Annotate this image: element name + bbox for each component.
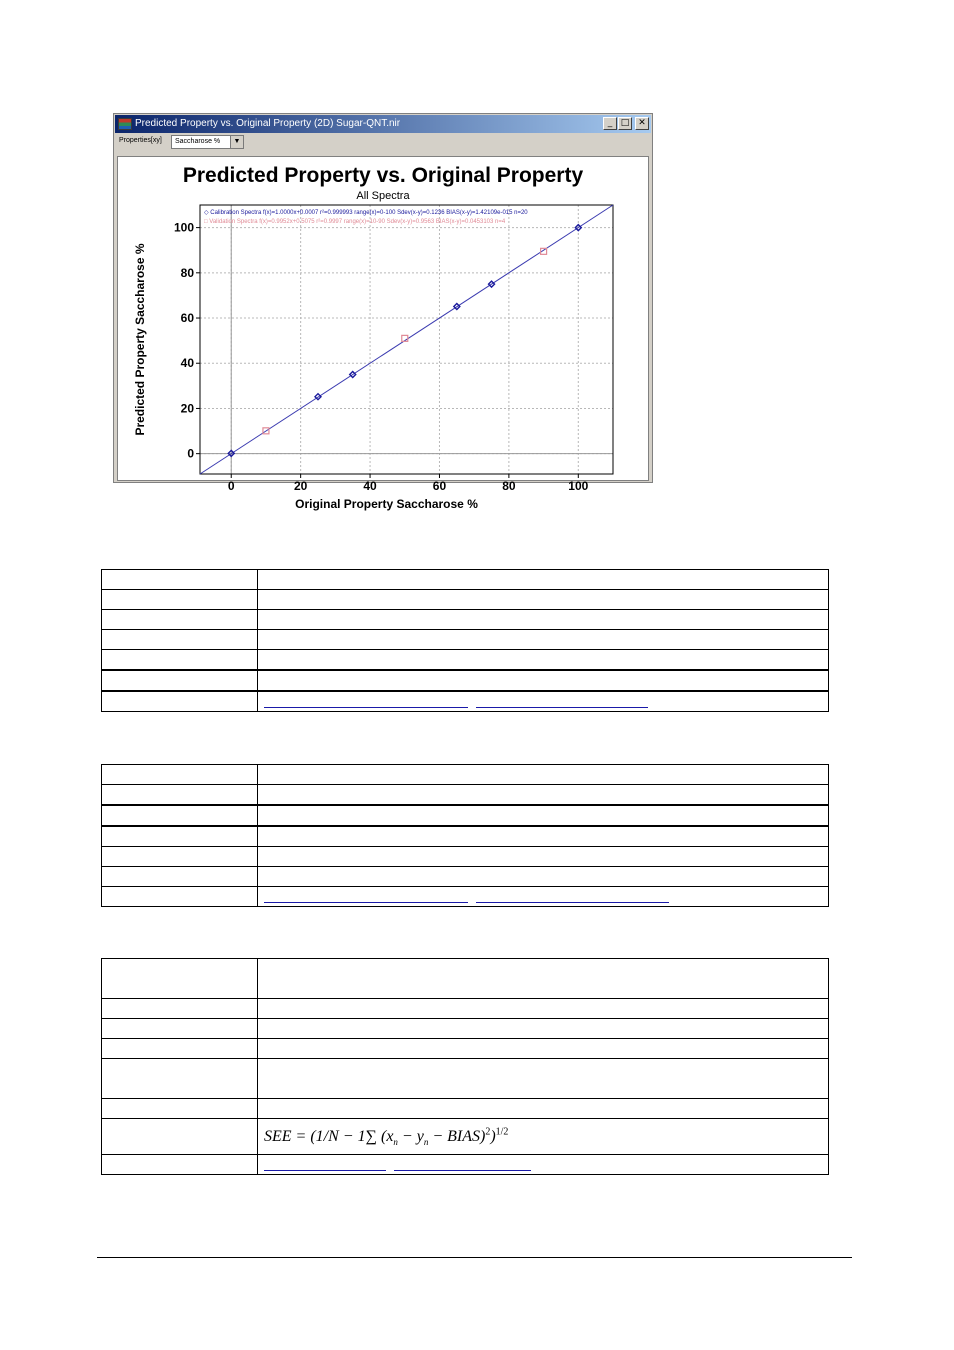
link[interactable] [394,1160,531,1171]
link[interactable] [264,697,468,708]
table-cell [102,765,258,785]
table-cell [102,670,258,691]
chevron-down-icon[interactable]: ▼ [230,136,243,148]
close-button[interactable]: ✕ [635,117,649,130]
formula-cell [258,1119,829,1155]
links-cell [258,691,829,712]
table-row [102,590,829,610]
table-cell [258,1019,829,1039]
y-tick-label: 20 [180,401,194,416]
table-cell [258,867,829,887]
table-cell [102,826,258,847]
link[interactable] [476,892,669,903]
table-cell [102,1119,258,1155]
link[interactable] [264,892,468,903]
table-row [102,867,829,887]
chart-title: Predicted Property vs. Original Property [182,164,584,187]
table-row [102,1039,829,1059]
y-tick-label: 0 [187,446,194,461]
window-title: Predicted Property vs. Original Property (2D) Sugar-QNT.nir [135,118,401,129]
scatter-chart[interactable] [118,157,648,511]
legend-entry: ◇ Calibration Spectra f(x)=1.0000x+0.0007 r²=0.999993 range(x)=0-100 Sdev(x-y)=0.1236 BIAS(x-y)=1.42109e-015 n=20 [204,210,528,216]
table-cell [102,847,258,867]
table-cell [102,1059,258,1099]
y-axis-label: Predicted Property Saccharose % [133,243,147,436]
see-formula [264,1128,508,1145]
table-cell [102,1039,258,1059]
x-tick-label: 0 [227,479,235,493]
table-row [102,826,829,847]
table-cell [258,847,829,867]
table-cell [258,1099,829,1119]
table-cell [102,570,258,590]
y-tick-label: 100 [173,220,194,235]
table-cell [258,650,829,671]
y-tick-label: 80 [180,265,194,280]
table-row [102,570,829,590]
app-icon [118,118,132,130]
footer-rule [97,1257,852,1258]
x-tick-label: 100 [568,479,589,493]
table-cell [102,1019,258,1039]
spec-table-1 [101,569,829,712]
toolbar [115,134,651,152]
table-cell [102,1155,258,1175]
spec-table-2 [101,764,829,907]
table-cell [258,570,829,590]
table-row [102,650,829,671]
table-cell [102,630,258,650]
table-cell [102,959,258,999]
table-row [102,999,829,1019]
table-cell [102,867,258,887]
x-tick-label: 20 [293,479,308,493]
table-row [102,1119,829,1155]
table-row [102,805,829,826]
properties-label: Properties[xy] [119,137,162,144]
formula-sup: 1/2 [495,1126,509,1138]
table-row [102,1155,829,1175]
legend-entry: □ Validation Spectra f(x)=0.9952x+0.5075 r²=0.9997 range(x)=10-90 Sdev(x-y)=0.9563 BIAS(x-y)=0.0453103 n=4 [204,219,506,225]
table-cell [258,1059,829,1099]
formula-lhs: SEE [264,1127,292,1145]
table-row [102,1059,829,1099]
table-cell [258,610,829,630]
property-select-value: Saccharose % [175,138,221,145]
table-cell [258,765,829,785]
y-tick-label: 60 [180,311,194,326]
y-tick-label: 40 [180,356,194,371]
table-cell [102,590,258,610]
formula-sup: 2 [485,1126,491,1138]
minimize-button[interactable]: _ [603,117,617,130]
table-cell [258,785,829,806]
table-cell [102,999,258,1019]
x-tick-label: 60 [432,479,447,493]
property-select[interactable] [171,135,244,149]
x-axis-label: Original Property Saccharose % [295,497,478,511]
table-row [102,887,829,907]
x-tick-label: 80 [502,479,516,493]
table-row [102,785,829,806]
formula-sub: n [393,1136,398,1147]
formula-body: = (1/N − 1∑ (x [295,1127,394,1145]
table-row [102,670,829,691]
table-cell [258,826,829,847]
formula-sub: n [423,1136,429,1147]
table-cell [258,999,829,1019]
title-bar[interactable] [115,115,651,133]
table-row [102,691,829,712]
table-cell [102,691,258,712]
table-row [102,765,829,785]
chart-subtitle: All Spectra [356,190,410,202]
table-cell [102,650,258,671]
table-row [102,959,829,999]
table-cell [258,1039,829,1059]
formula-mid: − y [397,1127,424,1145]
links-cell [258,887,829,907]
table-cell [258,959,829,999]
table-cell [102,785,258,806]
app-window [113,113,653,511]
formula-close: ) [490,1127,496,1145]
table-cell [258,590,829,610]
table-row [102,1019,829,1039]
table-row [102,610,829,630]
links-cell [258,1155,829,1175]
table-row [102,1099,829,1119]
table-row [102,630,829,650]
link[interactable] [264,1160,386,1171]
table-cell [102,1099,258,1119]
maximize-button[interactable]: □ [618,117,632,130]
table-cell [258,670,829,691]
table-cell [102,805,258,826]
table-cell [258,805,829,826]
table-cell [102,887,258,907]
spec-table-3 [101,958,829,1175]
table-row [102,847,829,867]
x-tick-label: 40 [363,479,377,493]
table-cell [258,630,829,650]
formula-tail: − BIAS) [428,1127,486,1145]
plot-pane [117,156,649,511]
link[interactable] [476,697,648,708]
table-cell [102,610,258,630]
